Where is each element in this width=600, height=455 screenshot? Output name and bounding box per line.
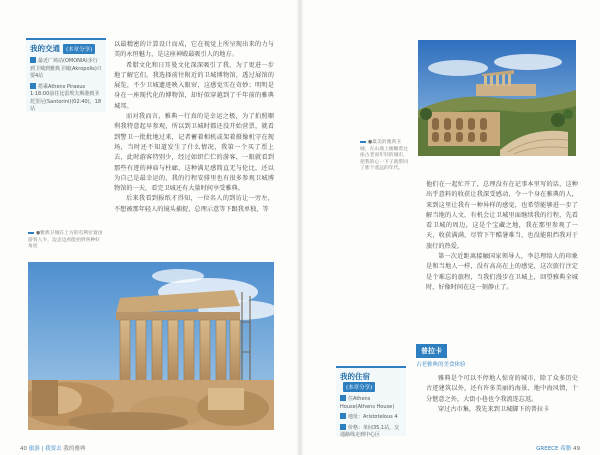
right-footer <box>536 444 580 452</box>
section-heading <box>416 338 466 368</box>
caption-marker <box>360 141 366 143</box>
transport-title-text: 我的交通 <box>30 44 60 53</box>
right-paragraph: 第一次近距离接触国家领导人，李总理给人的印象是和当地人一样，没有高高在上的感觉，这次旅行注定是个难忘的旅程，当我们漫步在卫城上，回望雅典全城时，好像时间在这一刻静止了。 <box>426 253 578 291</box>
left-footer-title: 我的雅典 <box>63 446 86 452</box>
caption-marker <box>28 232 34 234</box>
section-subtitle: 古老雅典的美食体验 <box>416 362 466 368</box>
lodging-item <box>336 423 406 441</box>
bus-icon <box>30 57 36 63</box>
right-paragraph: 他们在一起忙开了，总理没有在记事本里写的话，这种出乎意料的收获让我深受感动，令一个身在雅典的人，来到这里让我有一种异样的感觉，也希望能够进一步了解当地的人文，有机会让卫城里面继续我的行程，先看看卫城的周边，这是个宝藏之地，我在那里参观了一天，收获满满，尽管下午酷暑难当，也没能阻挡我对于旅行的热爱。 <box>426 181 578 250</box>
right-photo-caption <box>360 140 410 173</box>
left-body-text <box>114 40 274 250</box>
transport-info-box <box>26 38 106 112</box>
right-paragraph: 雅典是个可以不停地人惊奇的城市，除了众多历史古迹建筑以外，还有许多美丽的海景、地中海风情，十分惬意之外，大街小巷也令我流连忘返。 <box>426 375 578 403</box>
right-page <box>300 0 600 455</box>
transport-item <box>26 82 106 115</box>
transport-item-text: 最近广场站(OMONIA)步行到卫城到雅典卫城(Akropolis)只要4站 <box>30 58 102 79</box>
address-icon <box>340 413 346 419</box>
lodging-item-text: 地址：Aristotelous 4 <box>348 414 398 420</box>
transport-item <box>26 56 106 82</box>
transport-box-title <box>26 40 106 56</box>
left-paragraph: 后来我看到报纸才得知，一位名人的到访让一旁左，不想被那年轻人的镜头捕捉，总理示意等下跟我单独，等 <box>114 195 274 213</box>
left-footer <box>20 444 85 452</box>
parthenon-photo <box>28 262 274 430</box>
right-caption-text: ●最美的雅典卫城，在山坡上俯瞰着这座古老而年轻的城市，把我的心一下子就带回了那个遥远的年代。 <box>360 140 408 171</box>
lodging-item <box>336 412 406 423</box>
lodging-info-box <box>336 366 406 436</box>
left-footer-series: 旅游 | 我要去 <box>28 446 62 452</box>
odeon-illustration <box>418 40 576 156</box>
lodging-title-en: (本章分享) <box>343 382 375 392</box>
left-page-number: 40 <box>20 446 27 452</box>
left-paragraph: 以最精密的计算设计而成，它在视觉上所呈现出来的力与美的永恒魅力，是这座神殿最吸引人的地方。 <box>114 41 274 59</box>
hotel-icon <box>340 395 346 401</box>
lodging-title-text: 我的住宿 <box>340 372 370 381</box>
lodging-box-title <box>336 368 406 394</box>
left-paragraph: 希腊文化和日耳曼文化深深吸引了我，为了更进一步地了解它们，我选择前往附近的卫城博物馆，透过展馆的展览，不少卫城遗迹映入眼帘，这感觉实在奇妙；明明是身在一座现代化的博物馆，却好似穿越到了千年前的雅典城邦。 <box>114 61 274 110</box>
parthenon-illustration <box>28 262 274 430</box>
book-gutter <box>296 0 304 455</box>
odeon-photo <box>418 40 576 156</box>
lodging-item-text: 住Athens House(Athens House) <box>340 396 395 410</box>
right-page-number: 49 <box>573 446 580 452</box>
right-body-text-lower <box>426 374 578 434</box>
transport-item-text: 搭乘Athens Piraeus 1:18:00前往比雷埃夫斯港到圣托里尼(Santorini)(02:40)，18站 <box>30 83 102 112</box>
transport-title-en: (本章分享) <box>63 44 95 54</box>
price-icon <box>340 424 346 430</box>
lodging-item <box>336 394 406 412</box>
right-body-text-upper <box>426 180 578 332</box>
left-caption-text: ●雅典卫城在上方的有利位置由游客人少，边走边看能拍到各种好角度 <box>28 231 103 249</box>
ferry-icon <box>30 83 36 89</box>
section-tag: 普拉卡 <box>416 344 447 358</box>
lodging-item-text: 价格：单间35,1站，交通路线走到中心区 <box>340 424 400 438</box>
left-caption <box>28 231 104 251</box>
right-footer-title: GREECE 希腊 <box>536 446 572 452</box>
right-paragraph: 穿过古市集，我先来到卫城脚下的普拉卡 <box>438 405 550 413</box>
left-paragraph: 而对我而言，雅典一行真的是幸运之极，为了拍照顺利我特意起早参观，所以到卫城时都还没开始营票，就看到警卫一批批地过来，记者蓄着相机或架着摄像机守在现场，当时还不知道发生了什么情况，我第一个买了票上去，此时游客特别少，经过如织伫伫的游客，一眼就看到那些有迹的神庙与柱廊，这种满足感简直无与伦比，还以为自己是最幸运的，我的行程安排里也有很多参观卫城博物馆的一天，看完卫城还有大量时间享受雅典。 <box>114 113 274 193</box>
